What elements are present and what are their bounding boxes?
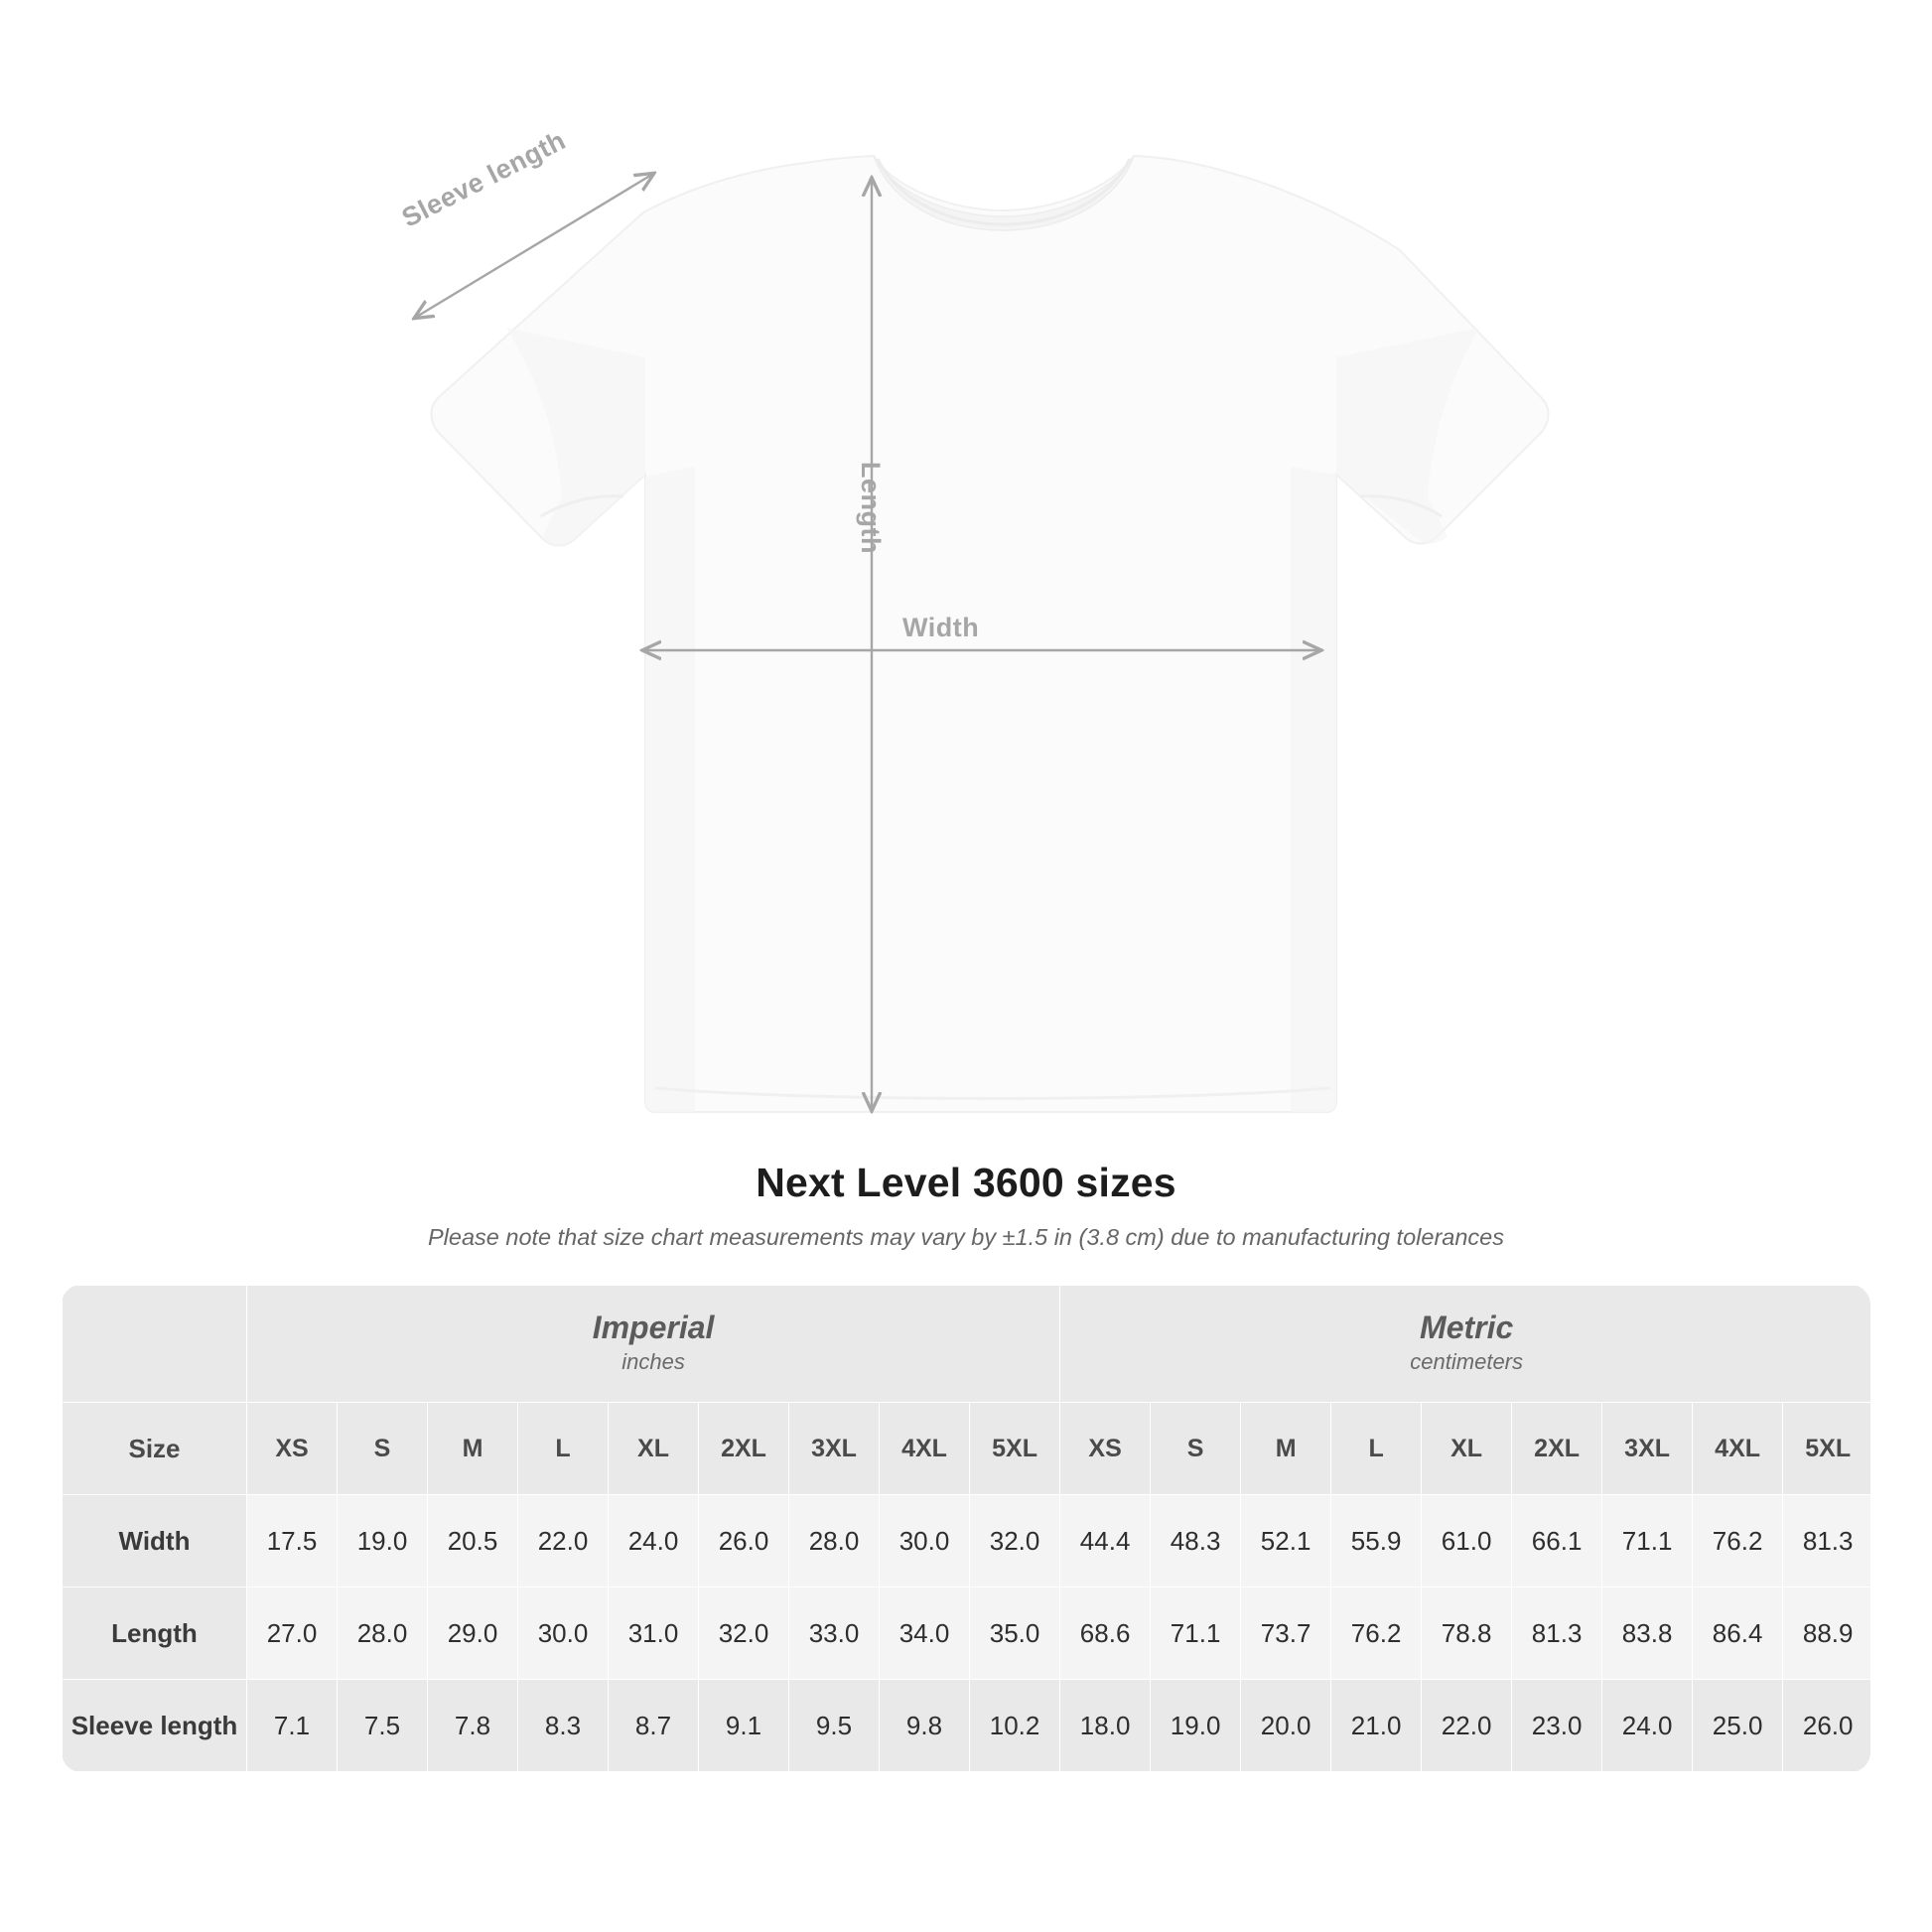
cell-width-metric-s: 48.3 [1151, 1495, 1241, 1587]
cell-length-metric-4xl: 86.4 [1693, 1587, 1783, 1680]
cell-sleeve-imperial-2xl: 9.1 [699, 1680, 789, 1772]
size-header-imperial-4xl: 4XL [880, 1403, 970, 1495]
unit-group-imperial-name: Imperial [592, 1309, 715, 1345]
cell-length-metric-3xl: 83.8 [1602, 1587, 1693, 1680]
cell-width-metric-xs: 44.4 [1060, 1495, 1151, 1587]
cell-width-metric-2xl: 66.1 [1512, 1495, 1602, 1587]
size-header-label: Size [63, 1403, 247, 1495]
row-label-width: Width [63, 1495, 247, 1587]
cell-length-imperial-5xl: 35.0 [970, 1587, 1060, 1680]
cell-length-metric-2xl: 81.3 [1512, 1587, 1602, 1680]
cell-sleeve-metric-4xl: 25.0 [1693, 1680, 1783, 1772]
cell-width-imperial-l: 22.0 [518, 1495, 609, 1587]
size-header-metric-xl: XL [1422, 1403, 1512, 1495]
cell-width-metric-xl: 61.0 [1422, 1495, 1512, 1587]
cell-width-imperial-4xl: 30.0 [880, 1495, 970, 1587]
cell-length-metric-l: 76.2 [1331, 1587, 1422, 1680]
cell-sleeve-imperial-4xl: 9.8 [880, 1680, 970, 1772]
cell-length-imperial-xs: 27.0 [247, 1587, 338, 1680]
table-row [63, 1680, 1871, 1772]
cell-sleeve-imperial-5xl: 10.2 [970, 1680, 1060, 1772]
cell-length-metric-5xl: 88.9 [1783, 1587, 1870, 1680]
size-header-imperial-xl: XL [609, 1403, 699, 1495]
cell-sleeve-imperial-s: 7.5 [338, 1680, 428, 1772]
cell-length-metric-xl: 78.8 [1422, 1587, 1512, 1680]
size-header-imperial-2xl: 2XL [699, 1403, 789, 1495]
cell-width-imperial-m: 20.5 [428, 1495, 518, 1587]
size-header-imperial-5xl: 5XL [970, 1403, 1060, 1495]
size-header-imperial-xs: XS [247, 1403, 338, 1495]
length-label: Length [856, 462, 886, 554]
cell-length-imperial-2xl: 32.0 [699, 1587, 789, 1680]
size-header-metric-m: M [1241, 1403, 1331, 1495]
tolerance-note: Please note that size chart measurements may vary by ±1.5 in (3.8 cm) due to manufacturing tolerances [428, 1224, 1504, 1250]
cell-length-imperial-l: 30.0 [518, 1587, 609, 1680]
unit-group-metric-name: Metric [1420, 1309, 1514, 1345]
cell-length-metric-xs: 68.6 [1060, 1587, 1151, 1680]
cell-sleeve-metric-2xl: 23.0 [1512, 1680, 1602, 1772]
table-corner-cell [63, 1286, 247, 1403]
cell-width-metric-5xl: 81.3 [1783, 1495, 1870, 1587]
cell-sleeve-metric-3xl: 24.0 [1602, 1680, 1693, 1772]
size-header-metric-xs: XS [1060, 1403, 1151, 1495]
size-header-imperial-s: S [338, 1403, 428, 1495]
row-label-sleeve-length: Sleeve length [63, 1680, 247, 1772]
sleeve-length-label: Sleeve length [397, 125, 571, 233]
width-label: Width [902, 613, 980, 642]
cell-width-imperial-xs: 17.5 [247, 1495, 338, 1587]
cell-width-imperial-xl: 24.0 [609, 1495, 699, 1587]
table-row [63, 1495, 1871, 1587]
size-header-metric-l: L [1331, 1403, 1422, 1495]
cell-length-imperial-s: 28.0 [338, 1587, 428, 1680]
cell-sleeve-metric-m: 20.0 [1241, 1680, 1331, 1772]
size-header-imperial-l: L [518, 1403, 609, 1495]
cell-sleeve-imperial-xl: 8.7 [609, 1680, 699, 1772]
cell-width-metric-l: 55.9 [1331, 1495, 1422, 1587]
unit-group-metric-sub: centimeters [1410, 1349, 1524, 1375]
cell-width-imperial-s: 19.0 [338, 1495, 428, 1587]
unit-group-imperial-sub: inches [621, 1349, 685, 1375]
cell-length-imperial-xl: 31.0 [609, 1587, 699, 1680]
cell-sleeve-metric-xl: 22.0 [1422, 1680, 1512, 1772]
cell-length-imperial-4xl: 34.0 [880, 1587, 970, 1680]
size-header-metric-s: S [1151, 1403, 1241, 1495]
cell-length-imperial-m: 29.0 [428, 1587, 518, 1680]
tshirt-shape [432, 156, 1549, 1112]
size-header-metric-3xl: 3XL [1602, 1403, 1693, 1495]
cell-length-imperial-3xl: 33.0 [789, 1587, 880, 1680]
cell-length-metric-s: 71.1 [1151, 1587, 1241, 1680]
cell-width-imperial-3xl: 28.0 [789, 1495, 880, 1587]
size-header-imperial-m: M [428, 1403, 518, 1495]
size-header-metric-5xl: 5XL [1783, 1403, 1870, 1495]
size-header-imperial-3xl: 3XL [789, 1403, 880, 1495]
cell-sleeve-metric-s: 19.0 [1151, 1680, 1241, 1772]
cell-sleeve-metric-5xl: 26.0 [1783, 1680, 1870, 1772]
cell-width-imperial-2xl: 26.0 [699, 1495, 789, 1587]
cell-width-metric-3xl: 71.1 [1602, 1495, 1693, 1587]
size-header-metric-2xl: 2XL [1512, 1403, 1602, 1495]
cell-sleeve-imperial-l: 8.3 [518, 1680, 609, 1772]
table-row [63, 1587, 1871, 1680]
unit-header-row [63, 1286, 1871, 1403]
row-label-length: Length [63, 1587, 247, 1680]
cell-sleeve-imperial-xs: 7.1 [247, 1680, 338, 1772]
cell-width-metric-4xl: 76.2 [1693, 1495, 1783, 1587]
unit-group-metric [1060, 1286, 1870, 1403]
page-title: Next Level 3600 sizes [756, 1160, 1176, 1205]
cell-sleeve-metric-l: 21.0 [1331, 1680, 1422, 1772]
cell-sleeve-imperial-m: 7.8 [428, 1680, 518, 1772]
size-header-row [63, 1403, 1871, 1495]
size-table [62, 1285, 1870, 1772]
size-header-metric-4xl: 4XL [1693, 1403, 1783, 1495]
cell-sleeve-metric-xs: 18.0 [1060, 1680, 1151, 1772]
unit-group-imperial [247, 1286, 1060, 1403]
cell-length-metric-m: 73.7 [1241, 1587, 1331, 1680]
title-block [0, 1160, 1932, 1251]
cell-sleeve-imperial-3xl: 9.5 [789, 1680, 880, 1772]
size-table-wrapper [62, 1285, 1870, 1772]
cell-width-metric-m: 52.1 [1241, 1495, 1331, 1587]
cell-width-imperial-5xl: 32.0 [970, 1495, 1060, 1587]
